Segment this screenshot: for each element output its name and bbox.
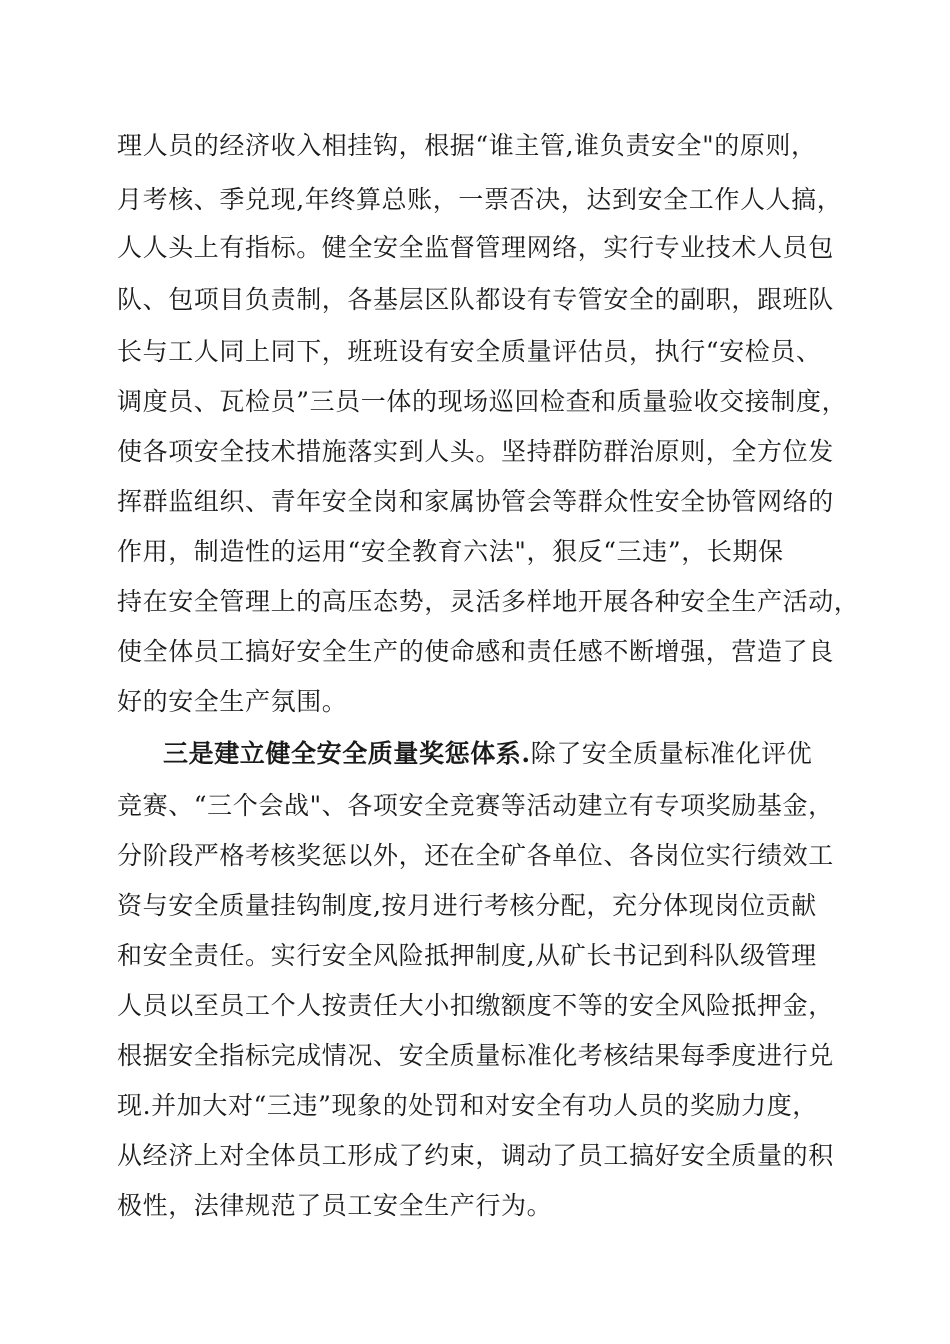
para1-line-11: 使全体员工搞好安全生产的使命感和责任感不断增强，营造了良 bbox=[117, 637, 834, 666]
para2-first-line-text: 除了安全质量标准化评优 bbox=[530, 739, 813, 768]
para1-line-6: 调度员、瓦检员”三员一体的现场巡回检查和质量验收交接制度， bbox=[117, 387, 848, 416]
para1-line-8: 挥群监组织、青年安全岗和家属协管会等群众性安全协管网络的 bbox=[117, 487, 834, 516]
para1-line-3: 人人头上有指标。健全安全监督管理网络，实行专业技术人员包 bbox=[117, 233, 834, 262]
para2-line-7: 根据安全指标完成情况、安全质量标准化考核结果每季度进行兑 bbox=[117, 1041, 834, 1070]
para1-line-5: 长与工人同上同下，班班设有安全质量评估员，执行“安检员、 bbox=[117, 337, 822, 366]
para2-heading: 三是建立健全安全质量奖惩体系. bbox=[163, 739, 531, 768]
para2-line-1 bbox=[163, 738, 853, 770]
para2-line-8: 现.并加大对“三违”现象的处罚和对安全有功人员的奖励力度， bbox=[117, 1091, 818, 1120]
para1-line-4: 队、包项目负责制，各基层区队都设有专管安全的副职，跟班队 bbox=[117, 285, 834, 314]
para1-line-9: 作用，制造性的运用“安全教育六法"，狠反“三违”，长期保 bbox=[117, 537, 784, 566]
para1-line-1: 理人员的经济收入相挂钩，根据“谁主管,谁负责安全"的原则， bbox=[117, 131, 817, 160]
para2-line-9: 从经济上对全体员工形成了约束，调动了员工搞好安全质量的积 bbox=[117, 1141, 834, 1170]
para1-line-2: 月考核、季兑现,年终算总账，一票否决，达到安全工作人人搞， bbox=[117, 185, 843, 214]
para1-line-10: 持在安全管理上的高压态势，灵活多样地开展各种安全生产活动， bbox=[117, 587, 860, 616]
para2-line-3: 分阶段严格考核奖惩以外，还在全矿各单位、各岗位实行绩效工 bbox=[117, 841, 834, 870]
para2-line-4: 资与安全质量挂钩制度,按月进行考核分配，充分体现岗位贡献 bbox=[117, 891, 817, 920]
para2-line-10: 极性，法律规范了员工安全生产行为。 bbox=[117, 1191, 553, 1220]
para1-line-12: 好的安全生产氛围。 bbox=[117, 687, 348, 716]
para2-line-2: 竞赛、“三个会战"、各项安全竞赛等活动建立有专项奖励基金， bbox=[117, 791, 834, 820]
para2-line-5: 和安全责任。实行安全风险抵押制度,从矿长书记到科队级管理 bbox=[117, 941, 817, 970]
para1-line-7: 使各项安全技术措施落实到人头。坚持群防群治原则，全方位发 bbox=[117, 437, 834, 466]
para2-line-6: 人员以至员工个人按责任大小扣缴额度不等的安全风险抵押金， bbox=[117, 991, 834, 1020]
